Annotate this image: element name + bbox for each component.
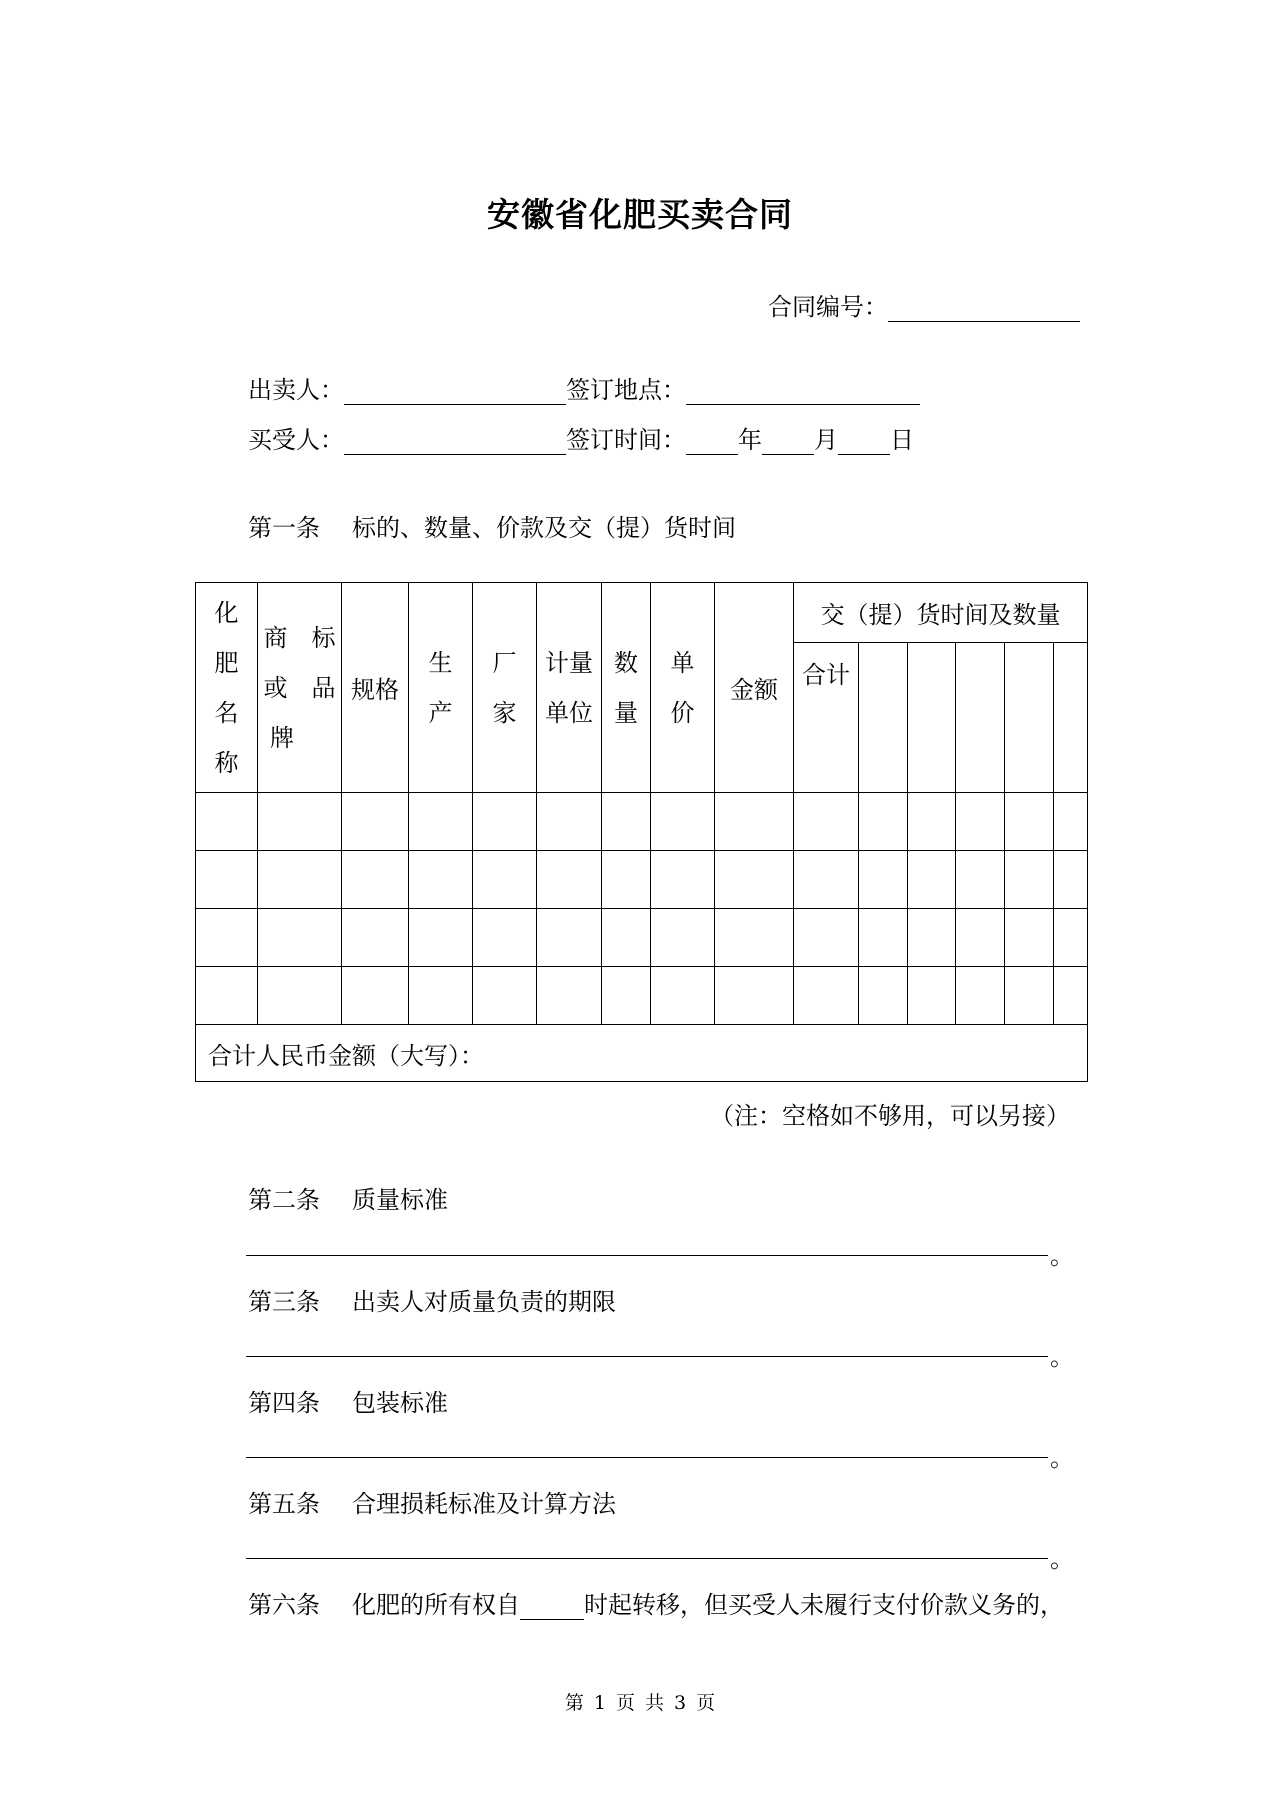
col-header-quantity: 数 量 xyxy=(602,583,651,793)
article-4-period: 。 xyxy=(1050,1444,1074,1472)
table-cell[interactable] xyxy=(794,909,859,967)
table-cell[interactable] xyxy=(908,793,956,851)
table-cell[interactable] xyxy=(537,909,602,967)
seller-field[interactable] xyxy=(344,376,566,405)
table-cell[interactable] xyxy=(1005,851,1054,909)
table-cell[interactable] xyxy=(602,967,651,1025)
page-footer: 第 1 页 共 3 页 xyxy=(564,1692,716,1714)
article-3-fill-line[interactable] xyxy=(246,1356,1048,1357)
sign-place-label: 签订地点： xyxy=(566,376,686,404)
table-cell[interactable] xyxy=(473,851,537,909)
table-cell[interactable] xyxy=(196,909,258,967)
article-6-text-a: 化肥的所有权自 xyxy=(352,1591,520,1619)
table-cell[interactable] xyxy=(1054,909,1088,967)
article-4 xyxy=(248,1383,448,1418)
col-header-delivery: 交（提）货时间及数量 xyxy=(794,583,1088,643)
table-total-row xyxy=(196,1025,1088,1082)
col-header-unit: 计量 单位 xyxy=(537,583,602,793)
table-row xyxy=(196,793,1088,851)
article-4-fill-line[interactable] xyxy=(246,1457,1048,1458)
table-cell[interactable] xyxy=(651,967,715,1025)
delivery-subcol xyxy=(908,643,956,793)
sign-time-label: 签订时间： xyxy=(566,426,686,454)
table-row xyxy=(196,851,1088,909)
col-header-factory: 厂 家 xyxy=(473,583,537,793)
table-cell[interactable] xyxy=(409,967,473,1025)
table-cell[interactable] xyxy=(956,909,1005,967)
article-3-text: 出卖人对质量负责的期限 xyxy=(352,1288,616,1316)
article-5 xyxy=(248,1484,616,1519)
table-cell[interactable] xyxy=(196,851,258,909)
delivery-subcol xyxy=(956,643,1005,793)
table-note: （注：空格如不够用，可以另接） xyxy=(710,1102,1070,1130)
page-title: 安徽省化肥买卖合同 xyxy=(487,195,793,234)
article-1-num: 第一条 xyxy=(248,514,320,542)
month-field[interactable] xyxy=(762,426,814,455)
seller-label: 出卖人： xyxy=(248,376,344,404)
article-5-fill-line[interactable] xyxy=(246,1558,1048,1559)
table-cell[interactable] xyxy=(794,851,859,909)
table-cell[interactable] xyxy=(651,793,715,851)
table-cell[interactable] xyxy=(537,793,602,851)
table-cell[interactable] xyxy=(859,793,908,851)
table-cell[interactable] xyxy=(956,793,1005,851)
table-row xyxy=(196,967,1088,1025)
article-5-num: 第五条 xyxy=(248,1490,320,1518)
article-6-time-field[interactable] xyxy=(520,1591,584,1620)
buyer-row xyxy=(248,425,914,455)
delivery-subcol xyxy=(859,643,908,793)
col-header-unit-price: 单 价 xyxy=(651,583,715,793)
table-cell[interactable] xyxy=(258,793,342,851)
table-cell[interactable] xyxy=(908,967,956,1025)
col-header-producer: 生 产 xyxy=(409,583,473,793)
article-3-num: 第三条 xyxy=(248,1288,320,1316)
table-cell[interactable] xyxy=(473,909,537,967)
table-cell[interactable] xyxy=(715,909,794,967)
table-cell[interactable] xyxy=(196,793,258,851)
article-2-text: 质量标准 xyxy=(352,1186,448,1214)
article-2-period: 。 xyxy=(1050,1242,1074,1270)
table-row xyxy=(196,909,1088,967)
table-cell[interactable] xyxy=(859,851,908,909)
month-label: 月 xyxy=(814,426,838,454)
table-cell[interactable] xyxy=(859,909,908,967)
article-5-period: 。 xyxy=(1050,1545,1074,1573)
article-1 xyxy=(248,508,736,543)
table-cell[interactable] xyxy=(342,909,409,967)
contract-number-label: 合同编号： xyxy=(768,293,888,321)
article-2-num: 第二条 xyxy=(248,1186,320,1214)
article-3-period: 。 xyxy=(1050,1343,1074,1371)
buyer-label: 买受人： xyxy=(248,426,344,454)
article-2 xyxy=(248,1180,448,1215)
goods-table xyxy=(195,582,1088,1082)
table-cell[interactable] xyxy=(342,793,409,851)
table-cell[interactable] xyxy=(409,793,473,851)
table-cell[interactable] xyxy=(602,909,651,967)
table-cell[interactable] xyxy=(715,793,794,851)
table-cell[interactable] xyxy=(409,851,473,909)
delivery-subcol xyxy=(1054,643,1088,793)
table-cell[interactable] xyxy=(859,967,908,1025)
table-cell[interactable] xyxy=(956,851,1005,909)
table-cell[interactable] xyxy=(908,909,956,967)
table-cell[interactable] xyxy=(342,851,409,909)
article-4-num: 第四条 xyxy=(248,1389,320,1417)
day-label: 日 xyxy=(890,426,914,454)
contract-number-field[interactable] xyxy=(888,293,1080,322)
table-cell[interactable] xyxy=(1054,967,1088,1025)
col-header-spec: 规格 xyxy=(342,583,409,793)
article-3 xyxy=(248,1282,616,1317)
table-cell[interactable] xyxy=(1005,909,1054,967)
article-6 xyxy=(248,1585,1064,1620)
table-cell[interactable] xyxy=(473,967,537,1025)
table-cell[interactable] xyxy=(258,909,342,967)
article-5-text: 合理损耗标准及计算方法 xyxy=(352,1490,616,1518)
table-cell[interactable] xyxy=(1054,793,1088,851)
article-6-num: 第六条 xyxy=(248,1591,320,1619)
table-cell[interactable] xyxy=(342,967,409,1025)
article-4-text: 包装标准 xyxy=(352,1389,448,1417)
delivery-subcol xyxy=(1005,643,1054,793)
year-field[interactable] xyxy=(686,426,738,455)
table-cell[interactable] xyxy=(908,851,956,909)
table-cell[interactable] xyxy=(1005,967,1054,1025)
col-header-fertilizer-name: 化 肥 名 称 xyxy=(196,583,258,793)
table-cell[interactable] xyxy=(651,851,715,909)
seller-row xyxy=(248,375,920,405)
table-cell[interactable] xyxy=(602,793,651,851)
table-cell[interactable] xyxy=(473,793,537,851)
col-header-brand: 商 标 或 品 牌 xyxy=(258,583,342,793)
table-cell[interactable] xyxy=(196,967,258,1025)
table-cell[interactable] xyxy=(409,909,473,967)
table-cell[interactable] xyxy=(537,851,602,909)
buyer-field[interactable] xyxy=(344,426,566,455)
table-cell[interactable] xyxy=(258,967,342,1025)
table-cell[interactable] xyxy=(715,851,794,909)
year-label: 年 xyxy=(738,426,762,454)
table-cell[interactable] xyxy=(1005,793,1054,851)
sign-place-field[interactable] xyxy=(686,376,920,405)
article-6-text-b: 时起转移，但买受人未履行支付价款义务的， xyxy=(584,1591,1064,1619)
contract-number-row xyxy=(768,292,1080,322)
table-cell[interactable] xyxy=(537,967,602,1025)
col-header-delivery-total: 合计 xyxy=(794,643,859,793)
day-field[interactable] xyxy=(838,426,890,455)
table-cell[interactable] xyxy=(1054,851,1088,909)
col-header-amount: 金额 xyxy=(715,583,794,793)
article-1-text: 标的、数量、价款及交（提）货时间 xyxy=(352,514,736,542)
table-cell[interactable] xyxy=(956,967,1005,1025)
table-cell[interactable] xyxy=(602,851,651,909)
table-cell[interactable] xyxy=(258,851,342,909)
article-2-fill-line[interactable] xyxy=(246,1255,1048,1256)
table-cell[interactable] xyxy=(715,967,794,1025)
table-cell[interactable] xyxy=(794,967,859,1025)
table-cell[interactable] xyxy=(794,793,859,851)
total-rmb-amount[interactable]: 合计人民币金额（大写）： xyxy=(196,1025,1088,1082)
table-cell[interactable] xyxy=(651,909,715,967)
